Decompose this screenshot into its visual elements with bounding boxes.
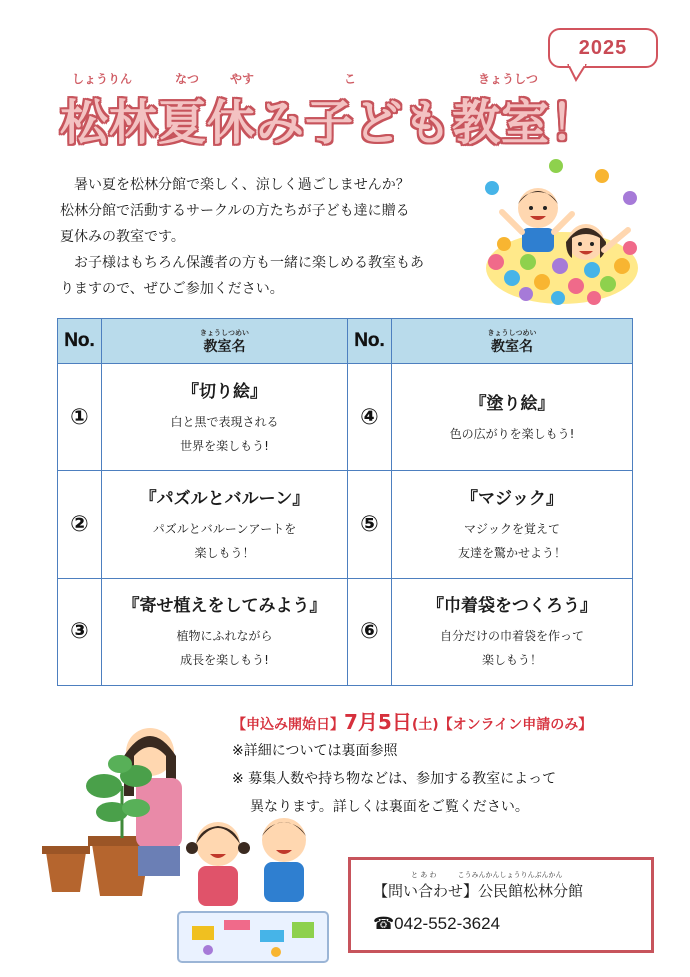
contact-box: [348, 857, 654, 953]
class-table: [57, 318, 633, 686]
contact-ruby: と あ わ こうみんかんしょうりんぶんかん: [411, 871, 563, 879]
note-line: ※ 募集人数や持ち物などは、参加する教室によって: [232, 771, 557, 787]
class-description: 色の広がりを楽しもう!: [449, 426, 575, 441]
intro-line: 夏休みの教室です。: [60, 229, 185, 245]
class-number: ④: [360, 404, 379, 430]
class-title: 『巾着袋をつくろう』: [427, 596, 597, 617]
class-cell: [102, 364, 348, 471]
class-description: 楽しもう！: [481, 653, 542, 668]
apply-date: 7月5日: [344, 710, 412, 734]
year-speech-bubble: [548, 28, 658, 68]
class-number: ⑤: [360, 511, 379, 537]
intro-line: 暑い夏を松林分館で楽しく、涼しく過ごしませんか？: [74, 177, 410, 193]
table-row: [58, 364, 633, 471]
class-description: マジックを覚えて: [463, 521, 560, 536]
class-title: 『マジック』: [461, 488, 563, 509]
year-label: 2025: [578, 37, 628, 59]
intro-line: 松林分館で活動するサークルの方たちが子ども達に贈る: [60, 203, 410, 219]
title-ruby: こ: [344, 72, 357, 86]
contact-label: 【問い合わせ】公民館松林分館: [373, 882, 584, 900]
kids-crafts-illustration: [40, 716, 340, 970]
class-title: 『パズルとバルーン』: [139, 488, 310, 509]
ball-pit-illustration: [482, 158, 640, 308]
class-title: 『塗り絵』: [469, 393, 555, 414]
class-description: 楽しもう！: [194, 545, 255, 560]
class-cell: [392, 578, 633, 685]
class-number: ③: [70, 619, 89, 645]
title-text: 松林夏休み子ども教室！: [60, 95, 600, 151]
class-cell: [392, 364, 633, 471]
title-ruby: きょうしつ: [478, 72, 539, 86]
intro-text: [60, 172, 470, 302]
apply-method: 【オンライン申請のみ】: [438, 717, 593, 733]
table-header-row: [58, 319, 633, 364]
class-cell: [392, 471, 633, 578]
intro-line: りますので、ぜひご参加ください。: [60, 281, 284, 297]
class-description: 友達を驚かせよう！: [457, 545, 566, 560]
class-description: 世界を楽しもう!: [180, 438, 269, 453]
contact-phone[interactable]: ☎042-552-3624: [373, 914, 501, 933]
title-ruby: やす: [230, 72, 255, 86]
class-name-column-header: きょうしつめい 教室名: [102, 319, 348, 364]
note-line: 異なります。詳しくは裏面をご覧ください。: [250, 799, 529, 815]
class-description: 自分だけの巾着袋を作って: [439, 629, 584, 644]
note-line: ※詳細については裏面参照: [232, 743, 398, 759]
class-number: ②: [70, 511, 89, 537]
title-ruby: なつ: [175, 72, 200, 86]
apply-weekday: (土): [411, 717, 439, 733]
table-row: [58, 578, 633, 685]
class-description: パズルとバルーンアートを: [152, 521, 297, 536]
class-cell: [102, 578, 348, 685]
intro-line: お子様はもちろん保護者の方も一緒に楽しめる教室もあ: [74, 255, 424, 271]
class-description: 白と黒で表現される: [170, 414, 279, 429]
class-number: ⑥: [360, 619, 379, 645]
class-title: 『寄せ植えをしてみよう』: [122, 596, 327, 617]
no-column-header: No.: [348, 319, 392, 364]
no-column-header: No.: [58, 319, 102, 364]
class-number: ①: [70, 404, 89, 430]
class-description: 植物にふれながら: [176, 629, 273, 644]
page-title: [60, 70, 650, 150]
class-cell: [102, 471, 348, 578]
class-name-column-header: きょうしつめい 教室名: [392, 319, 633, 364]
class-description: 成長を楽しもう!: [180, 653, 269, 668]
class-title: 『切り絵』: [182, 381, 267, 402]
title-ruby: しょうりん: [72, 72, 133, 86]
table-row: [58, 471, 633, 578]
apply-label: 【申込み開始日】: [232, 717, 344, 733]
